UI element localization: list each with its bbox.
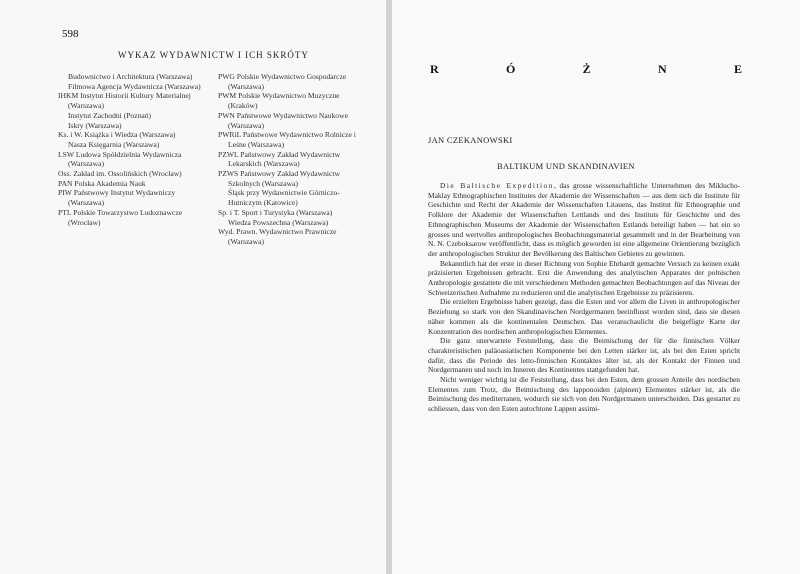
publisher-abbreviation: PWN: [218, 110, 235, 120]
publisher-name: Budownictwo i Architektura (Warszawa): [68, 72, 193, 81]
publisher-name: Instytut Historii Kultury Materialnej (Warszawa): [68, 91, 191, 111]
paragraph-text: Bekanntlich hat der erste in dieser Richtung von Sophie Ehrhardt gemachte Versuch zu keinen exakt präzisierten Ergebnissen gebracht. Erst die Anwendung des analytischen Apparates der polnischen Anthropologie gestattete die mit verschiedenen Methoden gemachten Beobachtungen auf das Niveau der Schweizerischen Aufnahme zu reduzieren und die analytischen Ergebnisse zu präzisieren.: [428, 258, 740, 297]
publisher-abbreviation: PZWL: [218, 149, 239, 159]
publisher-entry: [218, 169, 358, 188]
author: JAN CZEKANOWSKI: [428, 135, 513, 145]
publisher-entry: [58, 111, 208, 121]
publisher-name: Polskie Towarzystwo Ludoznawcze (Wrocław): [68, 207, 183, 227]
publisher-name: Filmowa Agencja Wydawnicza (Warszawa): [68, 81, 201, 91]
publisher-name: Iskry (Warszawa): [68, 120, 122, 130]
article-paragraph: [428, 336, 740, 375]
publisher-entry: [218, 72, 358, 91]
publisher-entry: [218, 208, 358, 218]
publisher-name: Państwowe Wydawnictwo Naukowe (Warszawa): [228, 110, 348, 130]
section-heading: [430, 62, 742, 77]
publisher-name: Państwowe Wydawnictwo Rolnicze i Leśne (Warszawa): [228, 130, 356, 149]
publisher-name: Polska Akademia Nauk: [74, 178, 146, 188]
publisher-name: Wydawnictwo Prawnicze (Warszawa): [228, 227, 337, 246]
publisher-name: Książka i Wiedza (Warszawa): [84, 130, 176, 140]
publishers-column-2: [218, 72, 358, 247]
publisher-name: Wiedza Powszechna (Warszawa): [228, 217, 329, 227]
page-number: 598: [62, 28, 79, 40]
publisher-abbreviation: IHKM: [58, 91, 79, 101]
publisher-entry: [58, 72, 208, 82]
publisher-abbreviation: PZWS: [218, 169, 239, 179]
section-heading-letter: R: [430, 62, 439, 76]
publisher-name: Polskie Wydawnictwo Gospodarcze (Warszawa): [228, 72, 347, 91]
publisher-name: Ludowa Spółdzielnia Wydawnicza (Warszawa): [68, 149, 182, 169]
publisher-abbreviation: PWM: [218, 91, 237, 101]
publisher-entry: [58, 130, 208, 140]
publisher-abbreviation: Wyd. Prawn.: [218, 227, 258, 237]
article-title: BALTIKUM UND SKANDINAVIEN: [497, 161, 635, 171]
paragraph-lead: Die Baltische Expedition: [440, 181, 554, 190]
publisher-abbreviation: PWG: [218, 72, 235, 81]
publisher-entry: [218, 150, 358, 169]
publisher-name: Państwowy Zakład Wydawnictw Lekarskich (Warszawa): [228, 149, 341, 169]
publisher-name: Państwowy Instytut Wydawniczy (Warszawa): [68, 188, 176, 208]
publisher-name: Sport i Turystyka (Warszawa): [241, 207, 333, 217]
list-title: WYKAZ WYDAWNICTW I ICH SKRÓTY: [118, 50, 309, 60]
publisher-name: Polskie Wydawnictwo Muzyczne (Kraków): [228, 91, 340, 111]
publisher-entry: [58, 91, 208, 110]
paragraph-text: Die erzielten Ergebnisse haben gezeigt, dass die Esten und vor allem die Liven in anthropologischer Beziehung so stark von den Skandinavischen Nordgermanen beeinflusst worden sind, dass sie diesen näher kommen als die kontinentalen Deutschen. Das veranschaulicht die beigefügte Karte der Konzentration des nordischen anthropologischen Elementes.: [428, 297, 740, 336]
publisher-entry: [218, 91, 358, 110]
publisher-name: Zakład im. Ossolińskich (Wrocław): [73, 169, 182, 179]
section-heading-letter: Ó: [505, 62, 516, 76]
section-heading-letter: E: [733, 62, 742, 76]
publisher-abbreviation: LSW: [58, 149, 74, 159]
article-paragraph: [428, 181, 740, 259]
article-body: [428, 181, 740, 414]
section-heading-letter: Ż: [582, 62, 591, 76]
publisher-entry: [58, 179, 208, 189]
publishers-column-1: [58, 72, 208, 227]
left-page: [0, 0, 388, 574]
section-heading-letter: N: [657, 62, 667, 76]
publisher-abbreviation: Oss.: [58, 169, 72, 179]
publisher-entry: [218, 130, 358, 149]
publisher-entry: [218, 218, 358, 228]
publisher-entry: [218, 188, 358, 207]
article-paragraph: [428, 259, 740, 298]
publisher-entry: [218, 111, 358, 130]
publisher-abbreviation: Sp. i T.: [218, 207, 240, 217]
publisher-abbreviation: PAN: [58, 178, 73, 188]
publisher-entry: [58, 150, 208, 169]
publisher-entry: [58, 121, 208, 131]
publisher-abbreviation: PIW: [58, 188, 72, 198]
article-paragraph: [428, 375, 740, 414]
publisher-name: Śląsk przy Wydawnictwie Górniczo-Hutniczym (Katowice): [228, 188, 340, 208]
paragraph-text: Nicht weniger wichtig ist die Feststellung, dass bei den Esten, dem grossen Anteile des nordischen Elementes zum Trotz, die Beimischung des lapponoiden (alpinen) Elementes stärker ist, als die Beimischung des mediterranen, wodurch sie sich von den Nordgermanen unterscheiden. Das gestattet zu schliessen, dass von den Esten autochtone Lappen assimi-: [428, 375, 740, 414]
publisher-entry: [58, 188, 208, 207]
publisher-name: Nasza Księgarnia (Warszawa): [68, 139, 160, 149]
paragraph-text: , das grosse wissenschaftliche Unternehmen des Miklucho-Maklay Ethnographischen Institutes der Akademie der Wissenschaften — aus dem sich die Institute für Geschichte und Recht der Akademie der Wissenschaften Litauens, das Institut für Ethnographie und Folklore der Akademie der Wissenschaften Lettlands und des Instituts für Geschichte und des Ethnographischen Museums der Akademie der Wissenschaften Estlands beteiligt haben — hat ein so grosses und wertvolles anthropologisches Beobachtungsmaterial gesammelt und in der Bearbeitung von N. N. Czeboksarow veröffentlicht, dass es möglich geworden ist eine allgemeine Orientierung bezüglich der anthropologischen Struktur der Bevölkerung des Baltischen Gebietes zu gewinnen.: [428, 181, 740, 258]
article-paragraph: [428, 297, 740, 336]
publisher-name: Instytut Zachodni (Poznań): [68, 110, 152, 120]
paragraph-text: Die ganz unerwartete Feststellung, dass die Beimischung der für die finnischen Völker charakteristischen paläoasiatischen Komponente bei den Letten stärker ist, als bei den Esten spricht dafür, dass die Periode des letto-finnischen Kontaktes älter ist, als der Kontakt der Finnen und Nordgermanen und noch im Inneren des Kontinentes stattgefunden hat.: [428, 336, 740, 375]
publisher-entry: [58, 208, 208, 227]
publisher-abbreviation: Ks. i W.: [58, 130, 83, 140]
publisher-entry: [58, 169, 208, 179]
publisher-abbreviation: PTL: [58, 207, 72, 217]
publisher-entry: [58, 140, 208, 150]
publisher-entry: [58, 82, 208, 92]
publisher-entry: [218, 227, 358, 246]
publisher-name: Państwowy Zakład Wydawnictw Szkolnych (Warszawa): [228, 169, 340, 188]
publisher-abbreviation: PWRiL: [218, 130, 241, 140]
